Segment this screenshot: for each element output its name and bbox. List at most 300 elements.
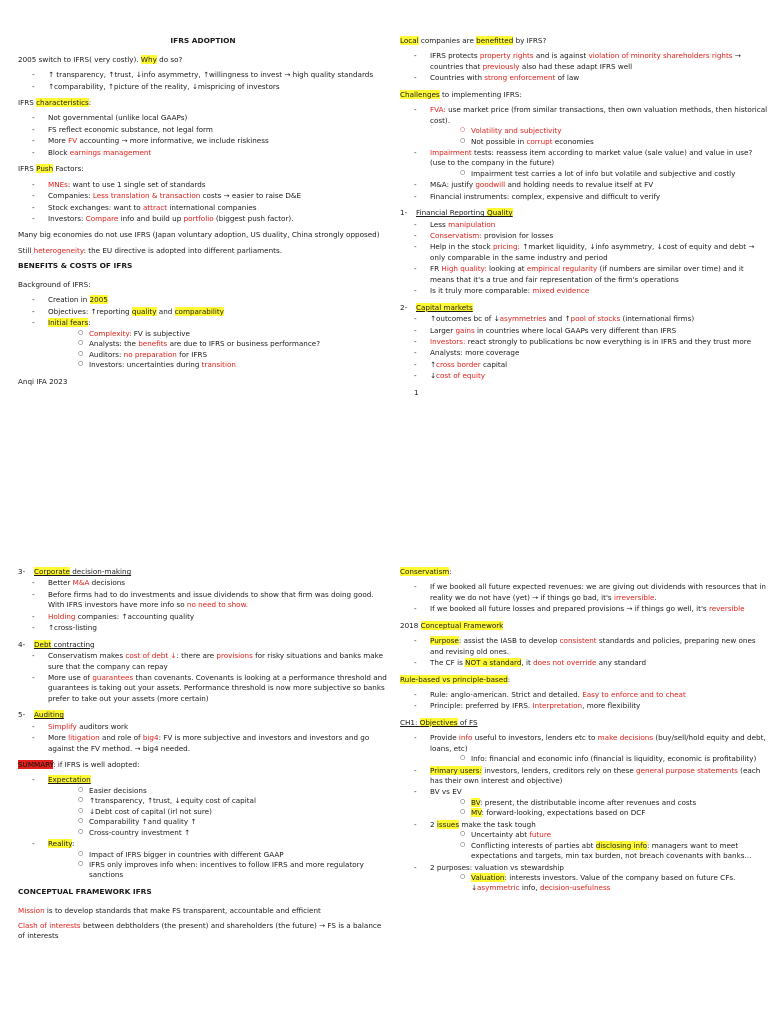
list-item	[414, 231, 768, 241]
text: info,	[519, 883, 540, 893]
red-text: Interpretation	[532, 701, 583, 711]
sub-list	[460, 798, 768, 819]
red-text: property rights	[479, 51, 534, 61]
sub-list	[460, 830, 768, 861]
red-text: Complexity:	[89, 328, 132, 338]
why-list	[32, 70, 388, 92]
sub-list	[460, 754, 768, 764]
red-text: decision-usefulness	[539, 883, 611, 893]
sub-list	[460, 169, 768, 179]
highlight: MV	[471, 808, 482, 818]
text: More	[48, 733, 69, 743]
list-item	[78, 339, 388, 349]
red-text: big4	[142, 733, 159, 743]
list-item	[414, 636, 768, 657]
text: CH1:	[400, 717, 420, 727]
text: Help in the stock	[430, 242, 493, 252]
text: 2018	[400, 620, 421, 630]
highlight: Capital markets	[416, 302, 473, 312]
list-item	[32, 590, 388, 611]
red-text: previously	[482, 61, 520, 71]
paragraph	[18, 921, 388, 942]
text: make the task tough	[459, 819, 536, 829]
text: ↑market liquidity, ↓info asymmetry, ↓cost of equity and debt → only comparable in the same industry and period	[430, 242, 755, 262]
highlight: Valuation	[471, 872, 505, 882]
list-item: ○ ↑transparency, ↑trust, ↓equity cost of capital	[78, 796, 388, 806]
list-item	[414, 371, 768, 381]
list-item: - ↑ transparency, ↑trust, ↓info asymmetry, ↑willingness to invest → high quality standards	[32, 70, 388, 80]
list-item	[32, 839, 388, 881]
list-item: ○ Volatility and subjectivity	[460, 126, 768, 136]
text: looking at	[486, 264, 527, 274]
text: More use of	[48, 672, 93, 682]
text: : interests investors. Value of the company based on future CFs. ↓	[471, 872, 736, 893]
section-title: CONCEPTUAL FRAMEWORK IFRS	[18, 886, 152, 896]
text: :	[88, 98, 92, 108]
red-text: make decisions	[597, 733, 654, 743]
text: ↑outcomes bc of ↓	[430, 314, 500, 324]
text: of FS	[457, 717, 478, 727]
text: and ↑	[546, 314, 571, 324]
text: for IFRS	[176, 349, 208, 359]
list-item: - Not governmental (unlike local GAAPs)	[32, 113, 388, 123]
list-item	[414, 180, 768, 190]
highlight: disclosing info	[595, 840, 648, 850]
rule-principle-list	[414, 690, 768, 712]
number: 3-	[18, 567, 26, 576]
panel-benefits-continued	[18, 567, 388, 1024]
text: than covenants. Covenants is looking at a performance threshold and guarantees is taking out your assets. Performance threshold is now more subjective so banks prefer to take out your assets (more certain)	[48, 672, 387, 703]
list-item	[414, 733, 768, 764]
text: between debtholders (the present) and shareholders (the future) → FS is a balance of interests	[18, 920, 382, 941]
sub-list	[460, 126, 768, 147]
highlight: Auditing	[34, 710, 64, 720]
text: accounting → more informative, we include riskiness	[77, 136, 269, 146]
reality-list	[78, 850, 388, 881]
list-item	[414, 286, 768, 296]
red-text: provisions	[216, 651, 253, 661]
panel-ifrs-adoption	[18, 36, 388, 522]
push-factors-list	[32, 180, 388, 225]
text: BV vs EV	[430, 787, 462, 797]
paragraph	[18, 246, 388, 256]
text: Companies:	[48, 191, 93, 201]
text: IFRS	[18, 164, 37, 174]
text: Investors:	[48, 213, 86, 223]
paragraph	[400, 36, 768, 46]
red-text: FV	[68, 136, 78, 146]
highlight: Reality	[48, 839, 73, 849]
red-text: MNEs	[48, 179, 68, 189]
list-item: - Financial instruments: complex, expensive and difficult to verify	[414, 192, 768, 202]
text: FV is subjective	[131, 328, 190, 338]
text: :	[507, 674, 511, 684]
text: investors, lenders, creditors rely on these	[481, 765, 637, 775]
paragraph	[400, 718, 768, 728]
text: Better	[48, 578, 73, 588]
red-text: FVA:	[430, 105, 446, 115]
text: companies are	[418, 36, 477, 45]
list-item: ○ ↓Debt cost of capital (irl not sure)	[78, 807, 388, 817]
red-text: Holding	[48, 611, 76, 621]
red-text: Easy to enforce and to cheat	[582, 689, 686, 699]
paragraph	[18, 760, 388, 770]
highlight: comparability	[174, 306, 224, 316]
text: is to develop standards that make FS transparent, accountable and efficient	[44, 905, 321, 915]
text: : assist the IASB to develop	[458, 636, 560, 646]
list-item	[414, 105, 768, 147]
list-item	[32, 180, 388, 190]
text: ↓	[430, 371, 437, 381]
red-text: Less translation & transaction	[92, 191, 201, 201]
list-item	[32, 148, 388, 158]
red-text: corrupt	[526, 136, 553, 146]
text: Principle: preferred by IFRS.	[430, 701, 533, 711]
text: standards and policies, preparing new ones and revising old ones.	[430, 636, 756, 656]
paragraph	[18, 906, 388, 916]
highlight: BV	[471, 797, 481, 807]
text: Provide	[430, 733, 459, 743]
red-text: transition	[201, 360, 236, 370]
text: Factors:	[53, 164, 84, 174]
red-text: future	[529, 830, 552, 840]
local-list	[414, 51, 768, 83]
text: 2005 switch to IFRS( very costly).	[18, 54, 141, 64]
text: for risky situations and banks make sure that the company can repay	[48, 651, 384, 671]
red-text: does not override	[533, 658, 597, 668]
text: : FV is more subjective and investors and investors and go against the FV method. → big4 needed.	[48, 733, 370, 753]
red-text: manipulation	[448, 219, 496, 229]
red-text: cost of equity	[436, 371, 486, 381]
text: provision for losses	[481, 231, 554, 240]
text: ↑	[430, 359, 437, 369]
text: → countries that	[430, 51, 741, 71]
list-item	[414, 820, 768, 862]
text: Stock exchanges: want to	[48, 202, 143, 212]
text: FR	[430, 264, 442, 274]
text: do so?	[156, 54, 183, 64]
text: auditors work	[76, 721, 129, 731]
highlight: Debt	[34, 639, 52, 649]
text: Block	[48, 147, 70, 157]
panel-ifrs-challenges	[400, 36, 768, 522]
list-item	[460, 873, 768, 894]
text: : the EU directive is adopted into different parliaments.	[83, 245, 283, 255]
red-text: reversible	[708, 604, 745, 614]
list-item: - ↑cross-listing	[32, 623, 388, 633]
red-text: portfolio	[183, 213, 214, 223]
list-item: ○ Comparability ↑and quality ↑	[78, 817, 388, 827]
number: 4-	[18, 639, 26, 649]
paragraph	[400, 621, 768, 631]
expectation-list	[78, 786, 388, 838]
highlight: characteristics	[36, 98, 89, 108]
highlight: Quality	[486, 208, 513, 218]
list-item	[414, 148, 768, 179]
list-item: ○ Info: financial and economic info (financial is liquidity, economic is profitability)	[460, 754, 768, 764]
list-item	[32, 673, 388, 704]
text: of law	[555, 73, 580, 83]
text: Is it truly more comparable:	[430, 286, 533, 296]
text: and	[156, 306, 175, 316]
list-item	[78, 350, 388, 360]
paragraph	[18, 164, 388, 174]
text: also had these adapt IFRS well	[519, 61, 633, 71]
text: .	[654, 592, 657, 602]
list-item	[414, 701, 768, 711]
list-item: ○ Easier decisions	[78, 786, 388, 796]
text: Before firms had to do investments and issue dividends to show that firm was doing good. With IFRS investors have more info so	[48, 589, 374, 610]
text: use market price (from similar transactions, then own valuation methods, then historical cost).	[430, 105, 768, 125]
text: , it	[521, 658, 534, 668]
numbered-heading	[400, 208, 768, 218]
list-item	[414, 242, 768, 263]
red-text: mixed evidence	[532, 286, 590, 296]
highlight: Push	[36, 164, 54, 174]
text: , more flexibility	[582, 701, 641, 711]
highlight: 2005	[89, 295, 108, 305]
highlight: Expectation	[48, 775, 91, 785]
highlight: Objectives	[419, 717, 458, 727]
list-item	[32, 307, 388, 317]
text: : if IFRS is well adopted:	[53, 760, 140, 769]
highlight: Rule-based vs principle-based	[400, 674, 508, 684]
list-item	[32, 775, 388, 838]
text: : there are	[176, 651, 217, 661]
text: 2 purposes: valuation vs stewardship	[430, 862, 564, 872]
paragraph	[400, 567, 768, 577]
list-item: ○ IFRS only improves info when: incentives to follow IFRS and more regulatory sanctions	[78, 860, 388, 881]
red-text: litigation	[68, 733, 100, 743]
text: react strongly to publications bc now everything is in IFRS and they trust more	[465, 336, 752, 346]
list-item	[32, 722, 388, 732]
highlight: issues	[436, 819, 460, 829]
list-item	[460, 830, 768, 840]
text: Financial Reporting	[416, 208, 487, 218]
list-item	[78, 329, 388, 339]
auditing-list	[32, 722, 388, 754]
red-text: asymmetric	[477, 883, 520, 893]
corporate-list	[32, 578, 388, 633]
list-item	[414, 51, 768, 72]
page-number: 1	[414, 387, 419, 397]
red-text: Clash of interests	[18, 920, 81, 930]
list-item	[32, 612, 388, 622]
text: Conservatism makes	[48, 651, 126, 661]
red-text: earnings management	[69, 147, 152, 157]
text: Rule: anglo-american. Strict and detailed.	[430, 689, 583, 699]
text: Creation in	[48, 295, 90, 305]
list-item	[414, 73, 768, 83]
list-item	[32, 318, 388, 370]
highlight: Initial fears	[48, 318, 89, 328]
list-item	[414, 337, 768, 347]
list-item	[32, 203, 388, 213]
highlight: Challenges	[400, 89, 440, 99]
red-text: Mission	[18, 905, 45, 915]
paragraph	[18, 55, 388, 65]
list-item	[32, 191, 388, 201]
text: tests: reassess item according to market value (sale value) and value in use? (use to the company in the future)	[430, 147, 753, 168]
red-text: asymmetries	[499, 314, 547, 324]
list-item	[414, 658, 768, 668]
list-item	[414, 360, 768, 370]
numbered-heading	[18, 710, 388, 720]
text: :	[449, 567, 452, 576]
text: companies: ↑accounting quality	[75, 611, 195, 621]
red-text: Investors:	[430, 336, 466, 346]
paragraph	[400, 675, 768, 685]
text: international companies	[167, 202, 257, 212]
list-item: ○ Impairment test carries a lot of info but volatile and subjective and costly	[460, 169, 768, 179]
red-text: empirical regularity	[526, 264, 598, 274]
summary-list	[32, 775, 388, 880]
section-title: IFRS ADOPTION	[170, 36, 236, 45]
list-item	[414, 582, 768, 603]
red-text: Impairment	[430, 147, 472, 157]
text: decision-making	[69, 567, 132, 576]
red-text: consistent	[559, 636, 597, 646]
highlight: benefitted	[476, 36, 514, 45]
red-text: no preparation	[123, 349, 177, 359]
highlight: NOT a standard	[465, 658, 522, 668]
list-item	[460, 137, 768, 147]
red-text: Simplify	[48, 721, 77, 731]
list-item	[414, 220, 768, 230]
red-text: attract	[142, 202, 168, 212]
text: M&A: justify	[430, 180, 476, 190]
paragraph	[400, 90, 768, 100]
list-item	[414, 314, 768, 324]
text: Countries with	[430, 73, 485, 83]
text: If we booked all future expected revenues: we are giving out dividends with resources that in reality we do not have (yet) → if things go bad, it's	[430, 582, 766, 602]
text: Less	[430, 219, 449, 229]
list-item: ○ Impact of IFRS bigger in countries with different GAAP	[78, 850, 388, 860]
red-text: gains	[455, 325, 475, 335]
text: info and build up	[118, 213, 184, 223]
red-text: pool of stocks	[570, 314, 621, 324]
text: Not possible in	[471, 136, 527, 146]
text: Analysts: the	[89, 339, 139, 349]
paragraph: Background of IFRS:	[18, 280, 91, 290]
red-text: general purpose statements	[636, 765, 738, 775]
text: economies	[552, 136, 594, 146]
text: Objectives: ↑reporting	[48, 306, 132, 316]
framework-list	[414, 636, 768, 668]
list-item	[32, 578, 388, 588]
list-item	[414, 690, 768, 700]
text: More	[48, 136, 69, 146]
list-item: - ↑comparability, ↑picture of the reality, ↓mispricing of investors	[32, 82, 388, 92]
list-item: - FS reflect economic substance, not legal form	[32, 125, 388, 135]
red-text: info	[458, 733, 473, 743]
red-text: Compare	[85, 213, 119, 223]
text: Auditors:	[89, 349, 124, 359]
highlight: SUMMARY	[18, 760, 54, 769]
challenges-list	[414, 105, 768, 202]
text: : forward-looking, expectations based on DCF	[481, 808, 646, 818]
text: to implementing IFRS:	[439, 89, 522, 99]
text: in countries where local GAAPs very different than IFRS	[474, 325, 677, 335]
capital-markets-list	[414, 314, 768, 382]
highlight: quality	[131, 306, 157, 316]
quality-list	[414, 220, 768, 297]
text: Uncertainty abt	[471, 830, 530, 840]
background-list	[32, 295, 388, 370]
text: Larger	[430, 325, 456, 335]
list-item	[460, 841, 768, 862]
text: (each has their own interest and objective)	[430, 765, 761, 785]
red-text: goodwill	[475, 180, 506, 190]
section-title: BENEFITS & COSTS OF IFRS	[18, 261, 133, 271]
highlight: Why	[140, 54, 157, 64]
text: capital	[480, 359, 508, 369]
list-item	[460, 808, 768, 818]
list-item	[32, 733, 388, 754]
red-text: benefits	[138, 339, 168, 349]
list-item	[32, 214, 388, 224]
red-text: guarantees	[92, 672, 134, 682]
red-text: no need to show.	[186, 600, 249, 610]
red-text: strong enforcement	[484, 73, 556, 83]
paragraph: Many big economies do not use IFRS (Japan voluntary adoption, US duality, China strongly opposed)	[18, 230, 380, 240]
list-item	[414, 326, 768, 336]
conservatism-list	[414, 582, 768, 614]
numbered-heading	[18, 567, 388, 577]
red-text: cross border	[436, 359, 481, 369]
highlight: Corporate	[34, 567, 70, 576]
red-text: heterogeneity	[33, 245, 84, 255]
text: (international firms)	[620, 314, 695, 324]
red-text: violation of minority shareholders rights	[588, 51, 733, 61]
numbered-heading	[400, 303, 768, 313]
text: : managers want to meet expectations and targets, min tax burden, not breach covenants with banks...	[471, 840, 752, 861]
list-item	[414, 604, 768, 614]
text: and is against	[533, 51, 589, 61]
text: and holding needs to revalue itself at FV	[505, 180, 654, 190]
text: IFRS	[18, 98, 37, 108]
list-item	[78, 360, 388, 370]
number: 1-	[400, 208, 408, 218]
highlight: Conservatism	[400, 567, 450, 576]
highlight: Purpose	[430, 636, 459, 646]
text: : want to use 1 single set of standards	[67, 179, 206, 189]
list-item	[32, 295, 388, 305]
numbered-heading	[18, 640, 388, 650]
text: If we booked all future losses and prepared provisions → if things go well, it's	[430, 604, 709, 614]
text: and role of	[99, 733, 143, 743]
text: contracting	[51, 639, 95, 649]
page-footer: Anqi IFA 2023	[18, 376, 68, 386]
text: useful to investors, lenders etc to	[472, 733, 598, 743]
highlight: Conceptual Framework	[420, 620, 504, 630]
text: : present, the distributable income after revenues and costs	[480, 797, 697, 807]
list-item	[460, 798, 768, 808]
debt-list	[32, 651, 388, 704]
list-item	[414, 863, 768, 894]
text: (if numbers are similar over time) and it means that it's a true and fair representation of the firm's operations	[430, 264, 744, 284]
red-text: pricing:	[492, 242, 520, 252]
characteristics-list	[32, 113, 388, 158]
highlight: Local	[400, 36, 419, 45]
fears-list	[78, 329, 388, 371]
red-text: cost of debt ↓	[125, 651, 177, 661]
text: (buy/sell/hold equity and debt, loans, etc)	[430, 733, 766, 753]
list-item	[414, 787, 768, 818]
text: (biggest push factor).	[213, 213, 294, 223]
red-text: M&A	[72, 578, 90, 588]
text: :	[88, 318, 91, 328]
